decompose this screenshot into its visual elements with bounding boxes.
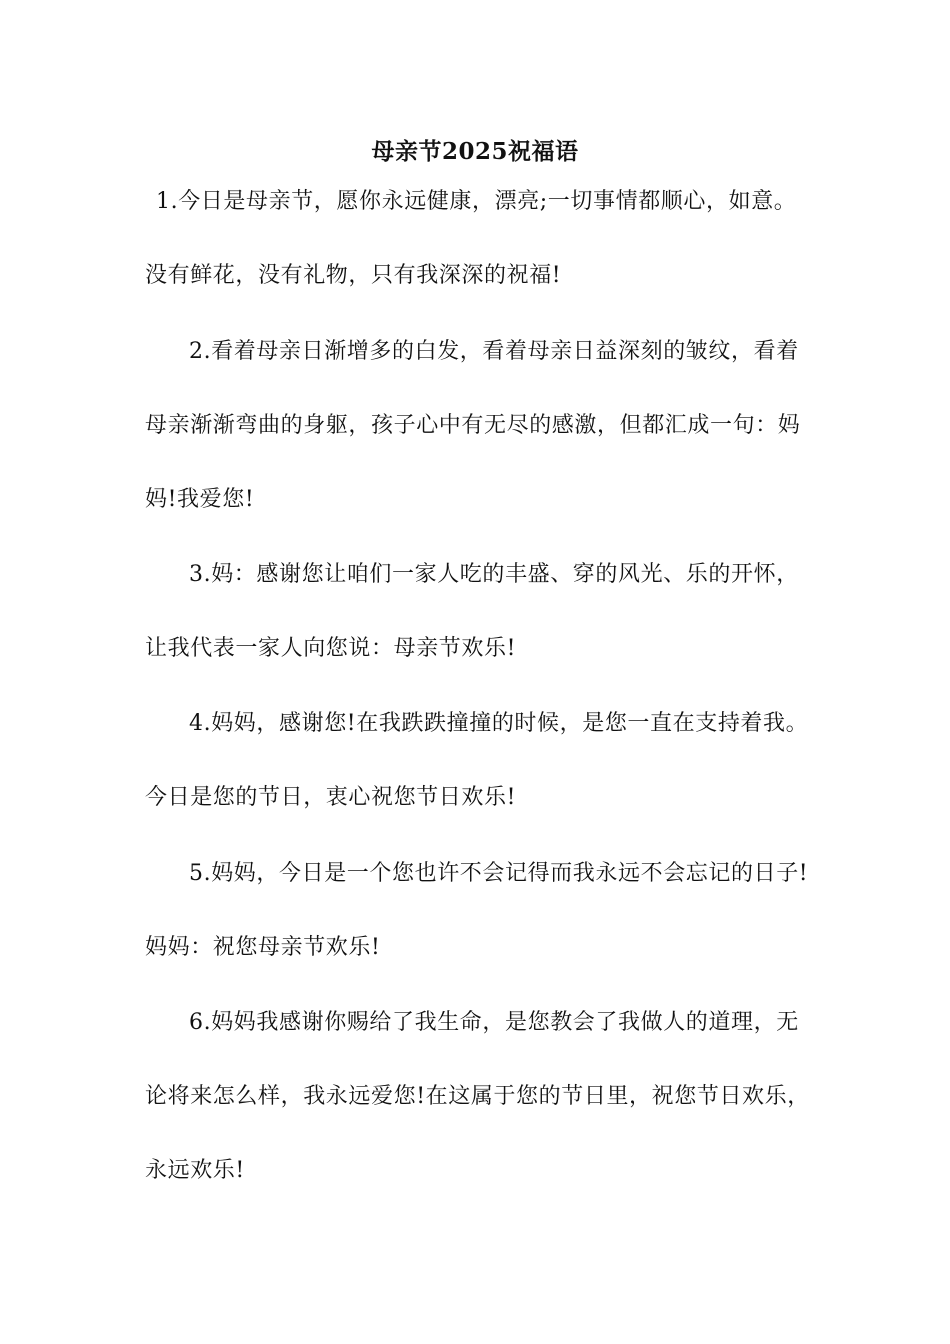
paragraph-5: 5.妈妈，今日是一个您也许不会记得而我永远不会忘记的日子!妈妈：祝您母亲节欢乐! — [145, 861, 809, 960]
paragraph-3: 3.妈：感谢您让咱们一家人吃的丰盛、穿的风光、乐的开怀，让我代表一家人向您说：母亲节欢乐! — [145, 562, 799, 661]
paragraph-6: 6.妈妈我感谢你赐给了我生命，是您教会了我做人的道理，无论将来怎么样，我永远爱您!在这属于您的节日里，祝您节日欢乐，永远欢乐! — [145, 1010, 810, 1183]
document-title: 母亲节2025祝福语 — [371, 138, 579, 165]
paragraph-1: 1.今日是母亲节，愿你永远健康，漂亮;一切事情都顺心，如意。没有鲜花，没有礼物，只有我深深的祝福! — [145, 189, 797, 288]
paragraph-4: 4.妈妈，感谢您!在我跌跌撞撞的时候，是您一直在支持着我。今日是您的节日，衷心祝您节日欢乐! — [145, 711, 809, 810]
paragraph-2: 2.看着母亲日渐增多的白发，看着母亲日益深刻的皱纹，看着母亲渐渐弯曲的身躯，孩子心中有无尽的感激，但都汇成一句：妈妈!我爱您! — [145, 339, 801, 512]
